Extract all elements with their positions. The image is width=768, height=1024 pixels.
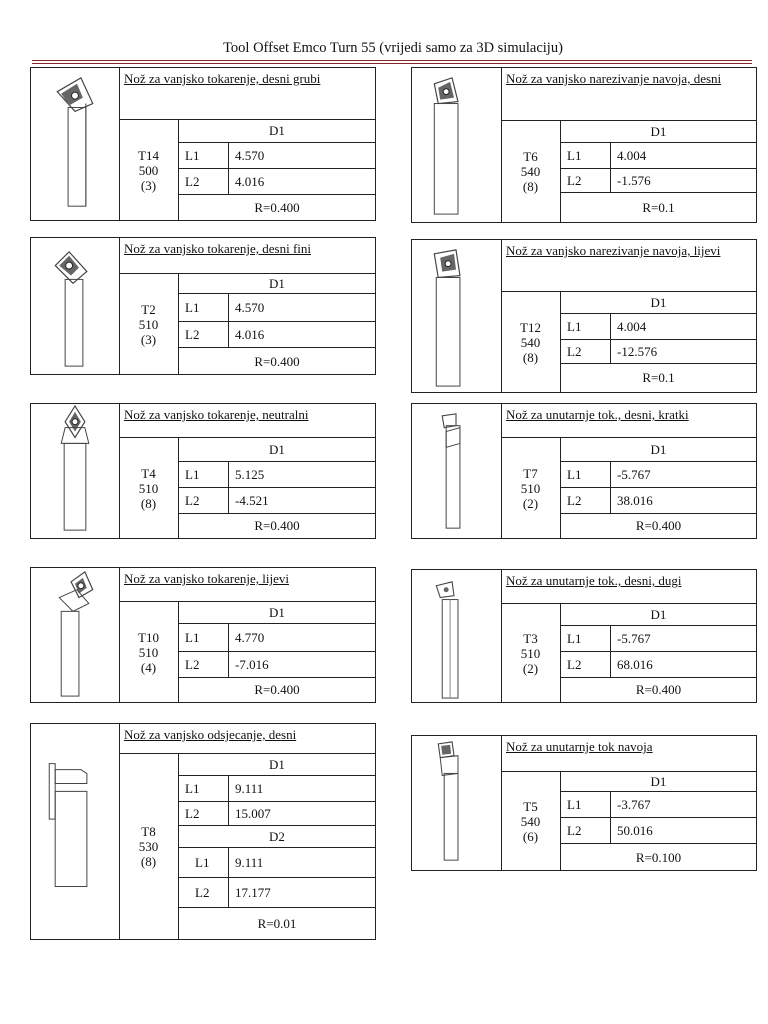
tool-name: Nož za unutarnje tok., desni, kratki	[501, 404, 756, 438]
row-l1: L1 5.125	[179, 462, 375, 488]
radius-value: R=0.400	[254, 682, 300, 697]
tool-code: T6 540 (8)	[501, 121, 561, 222]
d2-header: D2	[179, 826, 375, 848]
row-l2: L2 -12.576	[561, 340, 756, 364]
offset-table	[179, 120, 375, 220]
d1-header: D1	[561, 292, 756, 314]
offset-table	[179, 602, 375, 702]
tool-card-t7	[411, 403, 757, 539]
radius-value: R=0.1	[642, 370, 675, 385]
row-l2: L2 15.007	[179, 802, 375, 826]
tool-name: Nož za unutarnje tok., desni, dugi	[501, 570, 756, 604]
tool-card-t3	[411, 569, 757, 703]
d1-header: D1	[179, 754, 375, 776]
row-l1: L1 4.570	[179, 294, 375, 322]
tool-image	[412, 240, 502, 392]
offset-table	[561, 772, 756, 870]
row-l1: L1 -5.767	[561, 462, 756, 488]
offset-table	[561, 438, 756, 538]
tool-card-t14	[30, 67, 376, 221]
tool-name: Nož za vanjsko odsjecanje, desni	[119, 724, 375, 754]
threading-tool-icon	[412, 68, 501, 222]
row-l2: L2 68.016	[561, 652, 756, 678]
offset-table	[561, 121, 756, 222]
boring-tool-icon	[412, 404, 501, 538]
radius-value: R=0.400	[635, 682, 682, 697]
title-rule	[32, 60, 752, 64]
tool-code: T14 500 (3)	[119, 120, 179, 220]
row-d2-l2: L2 17.177	[179, 878, 375, 908]
row-l2: L2 -7.016	[179, 652, 375, 678]
tool-name: Nož za vanjsko narezivanje navoja, lijevi	[501, 240, 756, 292]
d1-header: D1	[561, 121, 756, 143]
tool-name: Nož za vanjsko tokarenje, neutralni	[119, 404, 375, 438]
row-l2: L2 -1.576	[561, 169, 756, 193]
offset-table	[561, 604, 756, 702]
radius-value: R=0.400	[254, 518, 300, 533]
offset-table	[179, 438, 375, 538]
row-l1: L1 9.111	[179, 776, 375, 802]
tool-card-t2	[30, 237, 376, 375]
radius-value: R=0.400	[254, 354, 300, 369]
row-l2: L2 4.016	[179, 322, 375, 348]
tool-card-t10	[30, 567, 376, 703]
tool-image	[412, 68, 502, 222]
tool-code: T7 510 (2)	[501, 438, 561, 538]
turning-tool-icon	[31, 404, 119, 538]
tool-card-t4	[30, 403, 376, 539]
row-l2: L2 38.016	[561, 488, 756, 514]
tool-code: T2 510 (3)	[119, 274, 179, 374]
page-title: Tool Offset Emco Turn 55 (vrijedi samo za 3D simulaciju)	[223, 40, 563, 56]
internal-threading-tool-icon	[412, 736, 501, 870]
d1-header: D1	[561, 438, 756, 462]
d1-header: D1	[179, 602, 375, 624]
tool-code: T5 540 (6)	[501, 772, 561, 870]
offset-table	[179, 274, 375, 374]
tool-image	[412, 404, 502, 538]
tool-code: T8 530 (8)	[119, 754, 179, 939]
tool-image	[31, 238, 120, 374]
radius-value: R=0.01	[257, 915, 297, 931]
row-d2-l1: L1 9.111	[179, 848, 375, 878]
turning-tool-icon	[31, 238, 119, 374]
threading-tool-icon	[412, 240, 501, 392]
d1-header: D1	[179, 438, 375, 462]
row-l1: L1 4.570	[179, 143, 375, 169]
turning-tool-icon	[31, 568, 119, 702]
tool-code: T3 510 (2)	[501, 604, 561, 702]
row-l1: L1 4.004	[561, 314, 756, 340]
tool-code: T10 510 (4)	[119, 602, 179, 702]
turning-tool-icon	[31, 68, 119, 220]
tool-card-t8	[30, 723, 376, 940]
d1-header: D1	[179, 274, 375, 294]
row-l1: L1 4.770	[179, 624, 375, 652]
boring-tool-icon	[412, 570, 501, 702]
row-l1: L1 4.004	[561, 143, 756, 169]
tool-image	[31, 404, 120, 538]
radius-value: R=0.400	[254, 199, 300, 215]
row-l1: L1 -5.767	[561, 626, 756, 652]
tool-name: Nož za vanjsko tokarenje, desni fini	[119, 238, 375, 274]
tool-name: Nož za vanjsko narezivanje navoja, desni	[501, 68, 756, 121]
tool-image	[31, 724, 120, 939]
d1-header: D1	[561, 604, 756, 626]
parting-tool-icon	[31, 724, 119, 939]
tool-code: T12 540 (8)	[501, 292, 561, 392]
tool-code: T4 510 (8)	[119, 438, 179, 538]
offset-table	[179, 754, 375, 939]
offset-table	[561, 292, 756, 392]
tool-image	[31, 568, 120, 702]
radius-value: R=0.1	[642, 199, 675, 215]
row-l2: L2 4.016	[179, 169, 375, 195]
tool-image	[412, 570, 502, 702]
radius-value: R=0.100	[635, 850, 682, 865]
row-l2: L2 50.016	[561, 818, 756, 844]
tool-image	[31, 68, 120, 220]
d1-header: D1	[561, 772, 756, 792]
tool-name: Nož za vanjsko tokarenje, desni grubi	[119, 68, 375, 120]
tool-image	[412, 736, 502, 870]
row-l1: L1 -3.767	[561, 792, 756, 818]
tool-card-t12	[411, 239, 757, 393]
tool-name: Nož za vanjsko tokarenje, lijevi	[119, 568, 375, 602]
radius-value: R=0.400	[635, 518, 682, 533]
tool-name: Nož za unutarnje tok navoja	[501, 736, 756, 772]
row-l2: L2 -4.521	[179, 488, 375, 514]
d1-header: D1	[179, 120, 375, 143]
tool-card-t6	[411, 67, 757, 223]
tool-card-t5	[411, 735, 757, 871]
